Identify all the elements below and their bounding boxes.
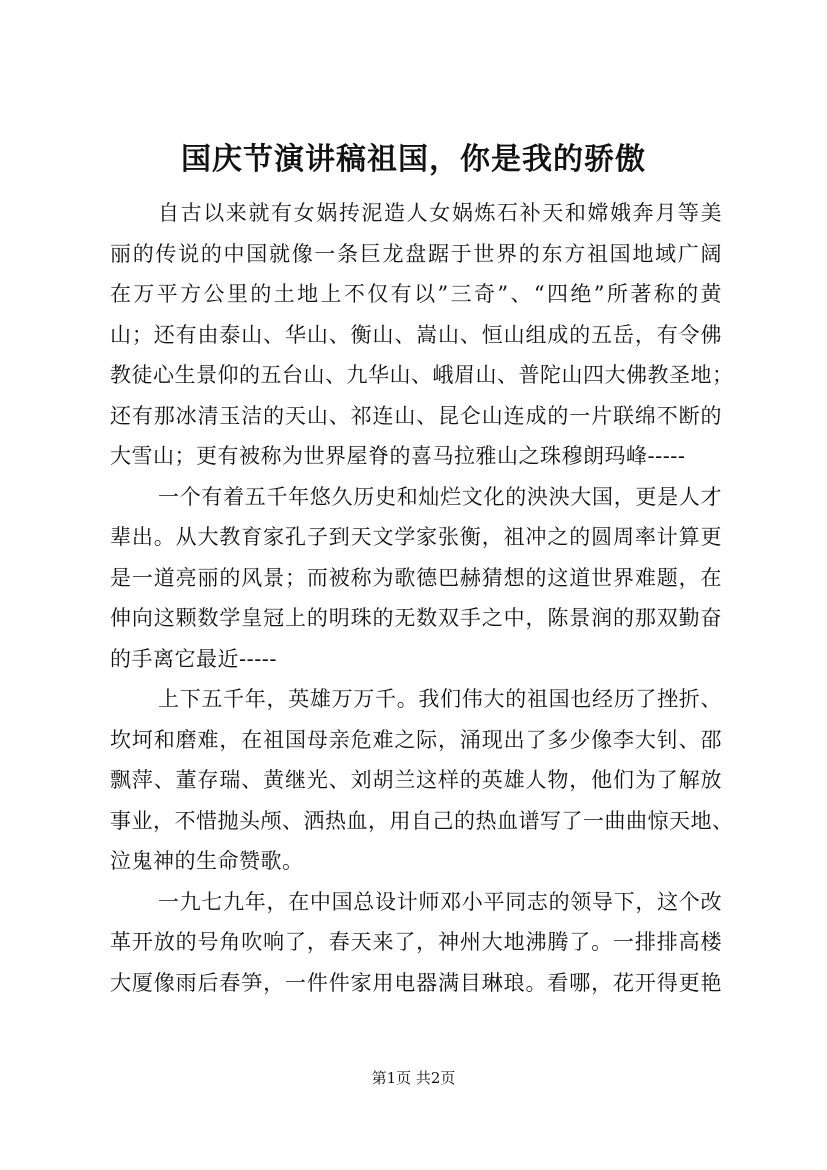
- text-line: 坎坷和磨难，在祖国母亲危难之际，涌现出了多少像李大钊、邵: [110, 727, 722, 752]
- text-line: 伸向这颗数学皇冠上的明珠的无数双手之中，陈景润的那双勤奋: [110, 606, 722, 630]
- text-line: 一九七九年，在中国总设计师邓小平同志的领导下，这个改: [158, 889, 722, 914]
- paragraph-1: [110, 193, 734, 477]
- text-line: 的手离它最近-----: [110, 646, 277, 671]
- paragraph-3: [110, 679, 734, 882]
- paragraph-4: [110, 882, 722, 1004]
- text-line: 飘萍、董存瑞、黄继光、刘胡兰这样的英雄人物，他们为了解放: [110, 768, 722, 792]
- text-line: 辈出。从大教育家孔子到天文学家张衡，祖冲之的圆周率计算更: [110, 525, 722, 549]
- document-title: 国庆节演讲稿祖国，你是我的骄傲: [181, 142, 646, 177]
- text-line: 自古以来就有女娲抟泥造人女娲炼石补天和嫦娥奔月等美: [158, 201, 722, 225]
- text-line: 是一道亮丽的风景；而被称为歌德巴赫猜想的这道世界难题，在: [110, 565, 722, 590]
- text-line: 事业，不惜抛头颅、洒热血，用自己的热血谱写了一曲曲惊天地、: [110, 808, 734, 833]
- text-line: 教徒心生景仰的五台山、九华山、峨眉山、普陀山四大佛教圣地；: [110, 363, 734, 387]
- text-line: 革开放的号角吹响了，春天来了，神州大地沸腾了。一排排高楼: [110, 930, 722, 954]
- text-line: 还有那冰清玉洁的天山、祁连山、昆仑山连成的一片联绵不断的: [110, 403, 722, 428]
- paragraph-2: [110, 477, 722, 680]
- text-line: 丽的传说的中国就像一条巨龙盘踞于世界的东方祖国地域广阔: [110, 241, 722, 266]
- text-line: 泣鬼神的生命赞歌。: [110, 849, 304, 873]
- text-line: 山；还有由泰山、华山、衡山、嵩山、恒山组成的五岳，有令佛: [110, 322, 722, 347]
- document-body: [110, 193, 734, 1003]
- text-line: 在万平方公里的土地上不仅有以”三奇”、“四绝”所著称的黄: [110, 282, 722, 306]
- text-line: 一个有着五千年悠久历史和灿烂文化的泱泱大国，更是人才: [158, 484, 722, 509]
- text-line: 上下五千年，英雄万万千。我们伟大的祖国也经历了挫折、: [158, 687, 722, 711]
- text-line: 大雪山；更有被称为世界屋脊的喜马拉雅山之珠穆朗玛峰-----: [110, 444, 686, 468]
- page-footer: 第1页 共2页: [371, 1069, 456, 1087]
- text-line: 大厦像雨后春笋，一件件家用电器满目琳琅。看哪，花开得更艳: [110, 970, 722, 995]
